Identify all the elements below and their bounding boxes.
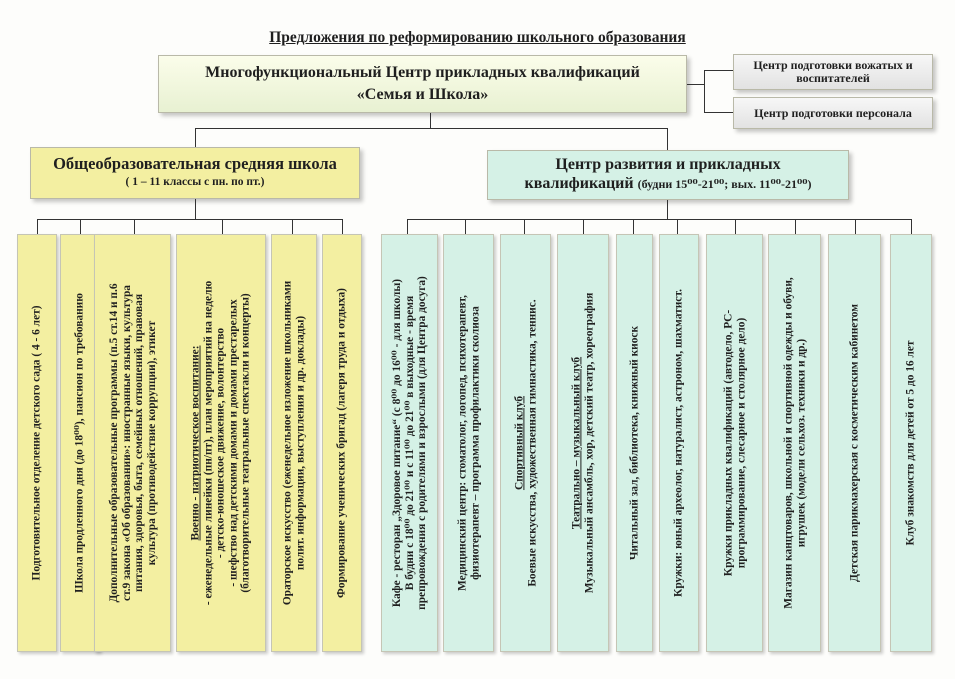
school-col-extra-programs: Дополнительные образовательные программы (п.5 ст.14 и п.6 ст.9 закона «Об образовании»: иностранные языки, культура питания, здоровья, быта, семейных отношений, правовая культура (противодействие коррупции), этикет: [94, 234, 171, 652]
connector: [465, 219, 466, 234]
dev-col-barber: Детская парикмахерская с косметическим кабинетом: [828, 234, 881, 652]
center-line1: Многофункциональный Центр прикладных квалификаций: [205, 64, 640, 81]
connector: [687, 84, 705, 85]
connector: [795, 219, 796, 234]
connector: [583, 219, 584, 234]
dev-col-theatre: Театрально – музыкальный клуб Музыкальный ансамбль, хор, детский театр, хореография: [557, 234, 609, 652]
connector: [667, 128, 668, 150]
connector: [667, 200, 668, 220]
school-col-kindergarten: Подготовительное отделение детского сада ( 4 - 6 лет): [17, 234, 57, 652]
dev-col-library: Читальный зал, библиотека, книжный киоск: [616, 234, 653, 652]
side-box-counselors: Центр подготовки вожатых и воспитателей: [733, 54, 933, 90]
dev-title-2: квалификаций: [524, 175, 634, 192]
dev-col-cafe: Кафе - ресторан „Здоровое питание“ (с 8⁰⁰ до 16⁰⁰ - для школы) В будни с 18⁰⁰ до 21⁰⁰ и с 11⁰⁰ до 21⁰⁰ в выходные - время препровождения с родителями и взрослыми (для Центра досуга): [381, 234, 438, 652]
school-col-extended-day: Школа продленного дня (до 18⁰⁰), пансион по требованию: [60, 234, 100, 652]
school-col-patriotic: Военно - патриотическое воспитание: - еженедельные линейки (пн/пт), план мероприятий на неделю - детско-юношеское движение, волонтерство - шефство над детскими домами и домами престарелых (благотворительные театральные спектакли и концерты): [176, 234, 266, 652]
connector: [524, 219, 525, 234]
dev-hours: (будни 15⁰⁰-21⁰⁰; вых. 11⁰⁰-21⁰⁰): [637, 177, 812, 191]
center-line2: «Семья и Школа»: [356, 86, 489, 103]
dev-col-sport: Спортивный клуб Боевые искусства, художественная гимнастика, теннис.: [500, 234, 551, 652]
connector: [195, 128, 196, 147]
connector: [704, 112, 733, 113]
connector: [430, 113, 431, 129]
connector: [704, 70, 705, 113]
center-box: [158, 55, 687, 113]
connector: [292, 219, 293, 234]
development-center-box: [487, 150, 849, 200]
dev-col-club: Клуб знакомств для детей от 5 до 16 лет: [890, 234, 932, 652]
connector: [37, 219, 38, 234]
connector: [407, 219, 912, 220]
connector: [134, 219, 135, 234]
connector: [677, 219, 678, 234]
school-title: Общеобразовательная средняя школа: [53, 154, 337, 173]
school-col-brigades: Формирование ученических бригад (лагеря труда и отдыха): [322, 234, 362, 652]
connector: [704, 70, 733, 71]
connector: [195, 199, 196, 220]
connector: [195, 128, 668, 129]
connector: [37, 219, 343, 220]
dev-col-shop: Магазин канцтоваров, школьной и спортивной одежды и обуви, игрушек (модели сельхоз. техники и др.): [768, 234, 821, 652]
school-col-oratory: Ораторское искусство (еженедельное изложение школьниками полит. информации, выступления и др. доклады): [271, 234, 317, 652]
connector: [222, 219, 223, 234]
connector: [633, 219, 634, 234]
school-box: [30, 147, 360, 199]
connector: [342, 219, 343, 234]
dev-title-1: Центр развития и прикладных: [555, 156, 781, 173]
connector: [911, 219, 912, 234]
side-box-staff: Центр подготовки персонала: [733, 97, 933, 129]
dev-col-applied: Кружки прикладных квалификаций (автодело, PC- программирование, слесарное и столярное дело): [706, 234, 763, 652]
connector: [855, 219, 856, 234]
dev-col-hobby: Кружки: юный археолог, натуралист, астроном, шахматист.: [659, 234, 699, 652]
connector: [735, 219, 736, 234]
school-subtitle: ( 1 – 11 классы с пн. по пт.): [125, 176, 265, 188]
connector: [80, 219, 81, 234]
page-title: Предложения по реформированию школьного образования: [269, 29, 686, 46]
connector: [407, 219, 408, 234]
dev-col-medical: Медицинский центр: стоматолог, логопед, психотерапевт, физиотерапевт – программа профилактики сколиоза: [443, 234, 494, 652]
